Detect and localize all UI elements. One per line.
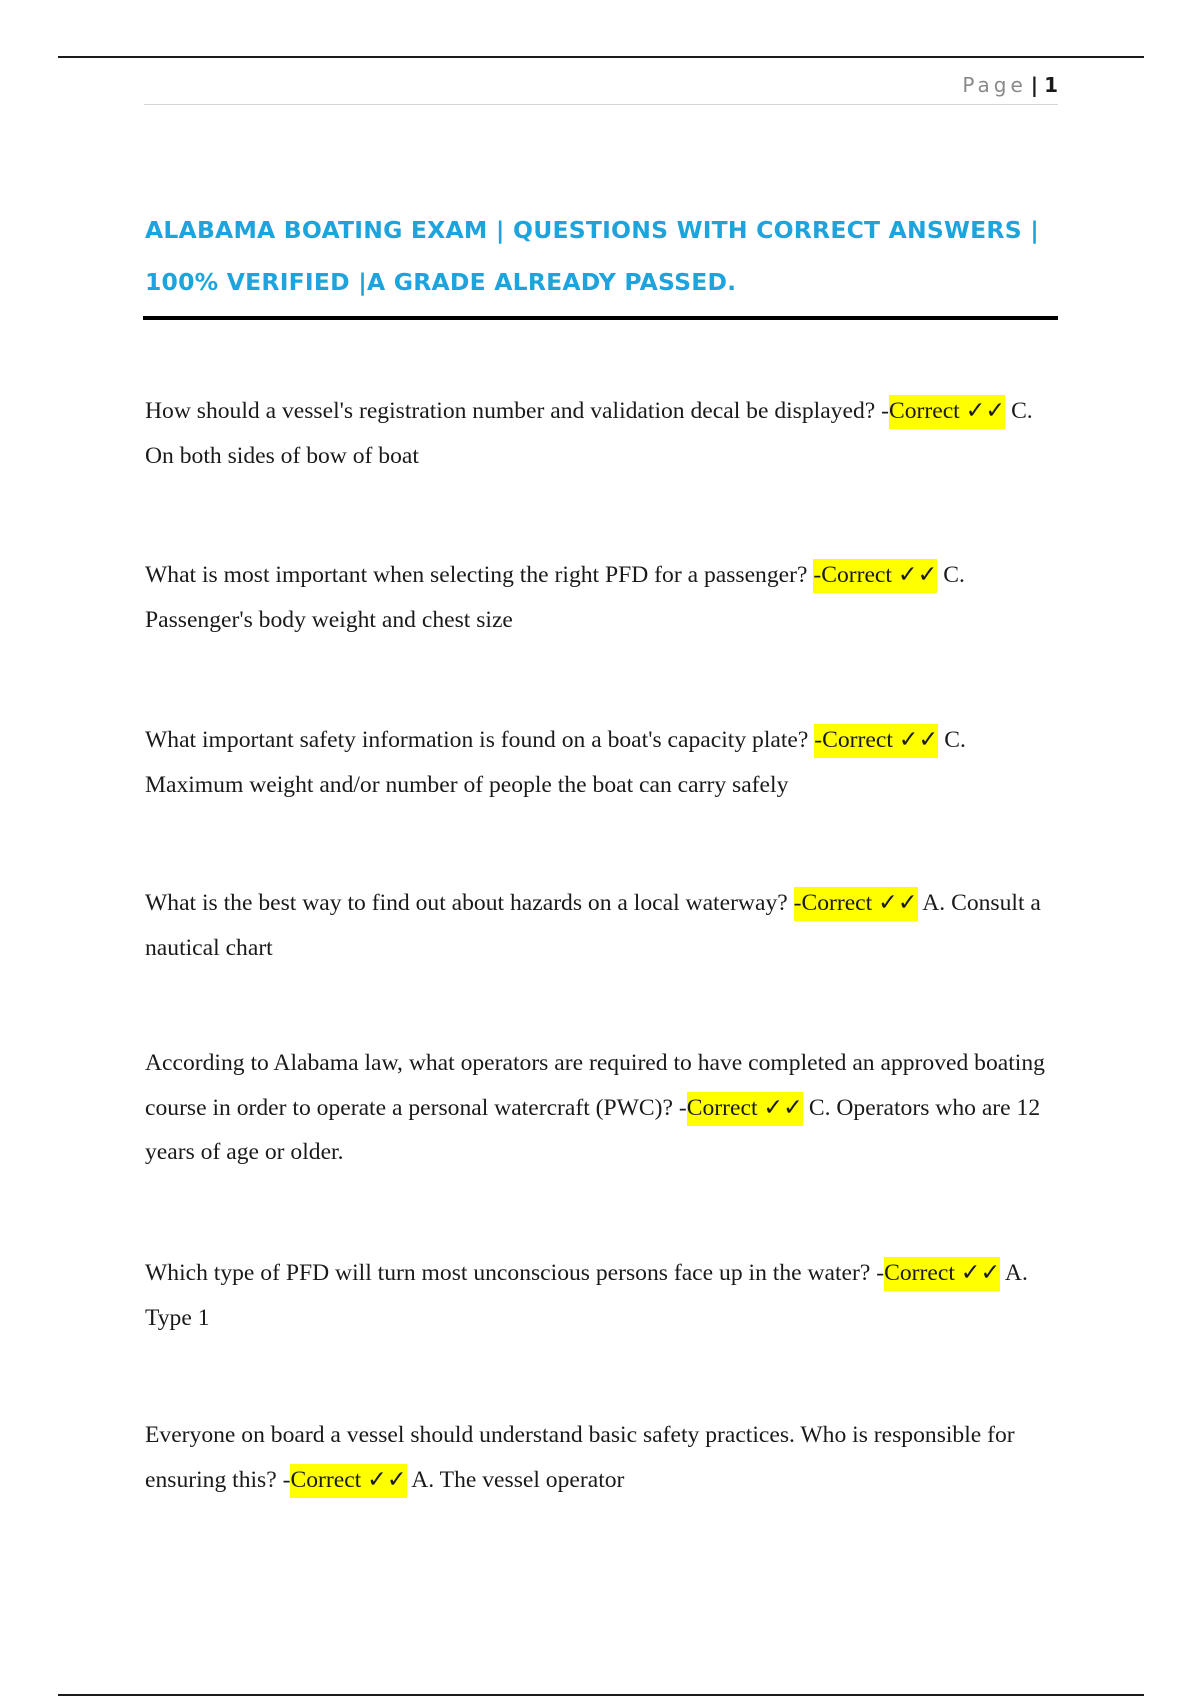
question-text: Everyone on board a vessel should understand basic safety practices. Who is responsible for ensuring this? - [145,1422,1015,1493]
title-underline [143,316,1058,320]
answer-text: C. On both sides of bow of boat [145,398,1033,469]
question-text: Which type of PFD will turn most unconscious persons face up in the water? - [145,1260,885,1286]
page-separator: | [1030,73,1039,97]
correct-marker: -Correct ✓✓ [814,724,938,758]
correct-marker: Correct ✓✓ [884,1257,1000,1291]
answer-text: A. The vessel operator [406,1466,625,1493]
page-bottom-rule [58,1694,1144,1696]
document-title: ALABAMA BOATING EXAM | QUESTIONS WITH CORRECT ANSWERS | 100% VERIFIED |A GRADE ALREADY PASSED. [145,216,1039,296]
page-label: Page [962,73,1027,97]
correct-marker: Correct ✓✓ [687,1092,803,1126]
correct-marker: -Correct ✓✓ [794,887,918,921]
qa-item [145,1251,1061,1340]
answer-text: C. Maximum weight and/or number of people the boat can carry safely [145,727,966,798]
question-text: What important safety information is found on a boat's capacity plate? [145,727,815,753]
qa-item [145,1041,1061,1175]
page-header [144,70,1058,105]
answer-text: A. Type 1 [145,1260,1028,1331]
qa-item [145,881,1061,970]
answer-text: C. Operators who are 12 years of age or older. [145,1094,1041,1165]
page-top-rule [58,56,1144,58]
question-text: According to Alabama law, what operators are required to have completed an approved boating course in order to operate a personal watercraft (PWC)? - [145,1050,1045,1121]
answer-text: A. Consult a nautical chart [145,890,1041,961]
answer-text: C. Passenger's body weight and chest size [145,562,965,633]
question-text: What is most important when selecting the right PFD for a passenger? [145,562,814,588]
question-text: How should a vessel's registration number and validation decal be displayed? - [145,398,889,424]
qa-item [145,389,1061,478]
correct-marker: -Correct ✓✓ [813,559,937,593]
qa-item [145,1413,1061,1502]
correct-marker: Correct ✓✓ [290,1464,406,1498]
page-number: 1 [1044,73,1058,97]
qa-item [145,553,1061,642]
question-text: What is the best way to find out about hazards on a local waterway? [145,890,794,916]
qa-item [145,718,1061,807]
correct-marker: Correct ✓✓ [889,395,1005,429]
